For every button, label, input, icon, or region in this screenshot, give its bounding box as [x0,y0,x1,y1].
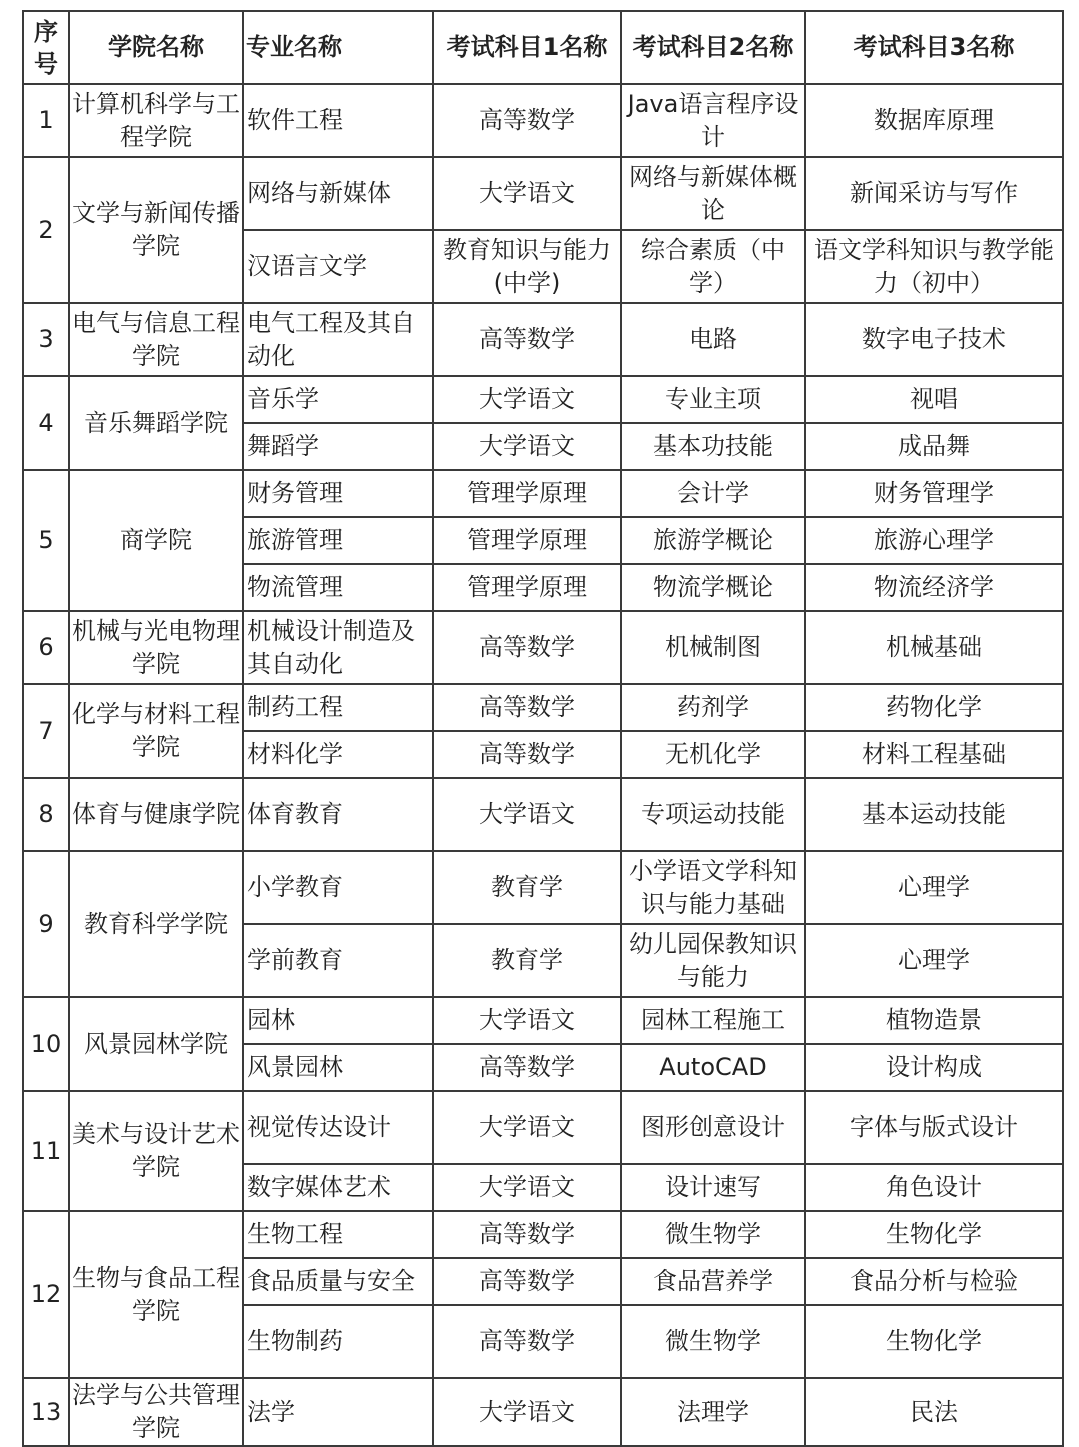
subject-3: 药物化学 [805,684,1063,731]
college-name: 机械与光电物理学院 [69,611,243,684]
subject-2: 专业主项 [621,376,805,423]
major-name: 生物制药 [243,1305,433,1378]
header-subject-1: 考试科目1名称 [433,11,621,84]
subject-3: 设计构成 [805,1044,1063,1091]
table-row [23,684,1063,731]
subject-3: 民法 [805,1378,1063,1446]
subject-1: 大学语文 [433,1378,621,1446]
subject-3: 材料工程基础 [805,731,1063,778]
subject-3: 语文学科知识与教学能力（初中） [805,230,1063,303]
subject-2: 微生物学 [621,1211,805,1258]
subject-1: 管理学原理 [433,564,621,611]
subject-2: 小学语文学科知识与能力基础 [621,851,805,924]
major-name: 汉语言文学 [243,230,433,303]
table-row [23,611,1063,684]
major-name: 视觉传达设计 [243,1091,433,1164]
subject-2: 网络与新媒体概论 [621,157,805,230]
table-row [23,1378,1063,1446]
subject-1: 高等数学 [433,731,621,778]
subject-1: 大学语文 [433,1091,621,1164]
major-name: 物流管理 [243,564,433,611]
subject-2: 食品营养学 [621,1258,805,1305]
subject-1: 高等数学 [433,84,621,157]
major-name: 材料化学 [243,731,433,778]
header-no: 序号 [23,11,69,84]
subject-3: 物流经济学 [805,564,1063,611]
subject-2: 法理学 [621,1378,805,1446]
subject-2: 电路 [621,303,805,376]
subject-1: 高等数学 [433,1044,621,1091]
header-major: 专业名称 [243,11,433,84]
subject-1: 教育学 [433,924,621,997]
subject-2: 基本功技能 [621,423,805,470]
table-body [23,84,1063,1446]
major-name: 食品质量与安全 [243,1258,433,1305]
college-name: 计算机科学与工程学院 [69,84,243,157]
subject-1: 教育知识与能力(中学) [433,230,621,303]
subject-3: 成品舞 [805,423,1063,470]
college-name: 生物与食品工程学院 [69,1211,243,1378]
major-name: 网络与新媒体 [243,157,433,230]
subject-1: 高等数学 [433,1305,621,1378]
table-row [23,470,1063,517]
major-name: 制药工程 [243,684,433,731]
subject-2: AutoCAD [621,1044,805,1091]
subject-1: 高等数学 [433,1258,621,1305]
subject-1: 大学语文 [433,778,621,851]
row-number: 12 [23,1211,69,1378]
major-name: 风景园林 [243,1044,433,1091]
table-row [23,851,1063,924]
college-name: 体育与健康学院 [69,778,243,851]
subject-1: 大学语文 [433,157,621,230]
subject-3: 字体与版式设计 [805,1091,1063,1164]
college-name: 文学与新闻传播学院 [69,157,243,303]
header-subject-3: 考试科目3名称 [805,11,1063,84]
major-name: 数字媒体艺术 [243,1164,433,1211]
header-row [23,11,1063,84]
table-row [23,1211,1063,1258]
table-row [23,997,1063,1044]
major-name: 体育教育 [243,778,433,851]
row-number: 2 [23,157,69,303]
subject-2: 设计速写 [621,1164,805,1211]
subject-2: 图形创意设计 [621,1091,805,1164]
major-name: 机械设计制造及其自动化 [243,611,433,684]
subject-3: 植物造景 [805,997,1063,1044]
table-row [23,1091,1063,1164]
subject-3: 生物化学 [805,1211,1063,1258]
major-name: 法学 [243,1378,433,1446]
row-number: 8 [23,778,69,851]
major-name: 软件工程 [243,84,433,157]
subject-3: 生物化学 [805,1305,1063,1378]
row-number: 3 [23,303,69,376]
subject-3: 旅游心理学 [805,517,1063,564]
subject-2: 物流学概论 [621,564,805,611]
subject-2: 幼儿园保教知识与能力 [621,924,805,997]
subject-3: 新闻采访与写作 [805,157,1063,230]
header-college: 学院名称 [69,11,243,84]
college-name: 风景园林学院 [69,997,243,1091]
exam-subjects-table [22,10,1064,1447]
major-name: 旅游管理 [243,517,433,564]
subject-1: 高等数学 [433,303,621,376]
subject-1: 高等数学 [433,611,621,684]
subject-1: 管理学原理 [433,517,621,564]
table-row [23,157,1063,230]
college-name: 电气与信息工程学院 [69,303,243,376]
subject-1: 大学语文 [433,376,621,423]
table-row [23,84,1063,157]
subject-3: 数字电子技术 [805,303,1063,376]
subject-1: 大学语文 [433,423,621,470]
subject-1: 大学语文 [433,1164,621,1211]
major-name: 生物工程 [243,1211,433,1258]
subject-3: 心理学 [805,924,1063,997]
table-row [23,303,1063,376]
subject-2: 机械制图 [621,611,805,684]
subject-1: 大学语文 [433,997,621,1044]
college-name: 音乐舞蹈学院 [69,376,243,470]
major-name: 电气工程及其自动化 [243,303,433,376]
row-number: 7 [23,684,69,778]
major-name: 音乐学 [243,376,433,423]
subject-3: 食品分析与检验 [805,1258,1063,1305]
header-subject-2: 考试科目2名称 [621,11,805,84]
row-number: 11 [23,1091,69,1211]
subject-3: 视唱 [805,376,1063,423]
subject-2: 园林工程施工 [621,997,805,1044]
subject-2: 旅游学概论 [621,517,805,564]
subject-2: 专项运动技能 [621,778,805,851]
college-name: 化学与材料工程学院 [69,684,243,778]
row-number: 5 [23,470,69,611]
subject-3: 数据库原理 [805,84,1063,157]
college-name: 美术与设计艺术学院 [69,1091,243,1211]
college-name: 商学院 [69,470,243,611]
subject-2: 药剂学 [621,684,805,731]
major-name: 小学教育 [243,851,433,924]
major-name: 舞蹈学 [243,423,433,470]
college-name: 法学与公共管理学院 [69,1378,243,1446]
subject-3: 基本运动技能 [805,778,1063,851]
subject-1: 教育学 [433,851,621,924]
subject-2: Java语言程序设计 [621,84,805,157]
subject-2: 无机化学 [621,731,805,778]
subject-1: 管理学原理 [433,470,621,517]
subject-2: 综合素质（中学） [621,230,805,303]
subject-1: 高等数学 [433,684,621,731]
row-number: 10 [23,997,69,1091]
subject-3: 角色设计 [805,1164,1063,1211]
row-number: 6 [23,611,69,684]
subject-3: 财务管理学 [805,470,1063,517]
subject-3: 机械基础 [805,611,1063,684]
subject-2: 微生物学 [621,1305,805,1378]
row-number: 13 [23,1378,69,1446]
college-name: 教育科学学院 [69,851,243,997]
subject-1: 高等数学 [433,1211,621,1258]
table-row [23,778,1063,851]
row-number: 1 [23,84,69,157]
major-name: 学前教育 [243,924,433,997]
row-number: 4 [23,376,69,470]
row-number: 9 [23,851,69,997]
major-name: 财务管理 [243,470,433,517]
subject-3: 心理学 [805,851,1063,924]
subject-2: 会计学 [621,470,805,517]
major-name: 园林 [243,997,433,1044]
table-row [23,376,1063,423]
